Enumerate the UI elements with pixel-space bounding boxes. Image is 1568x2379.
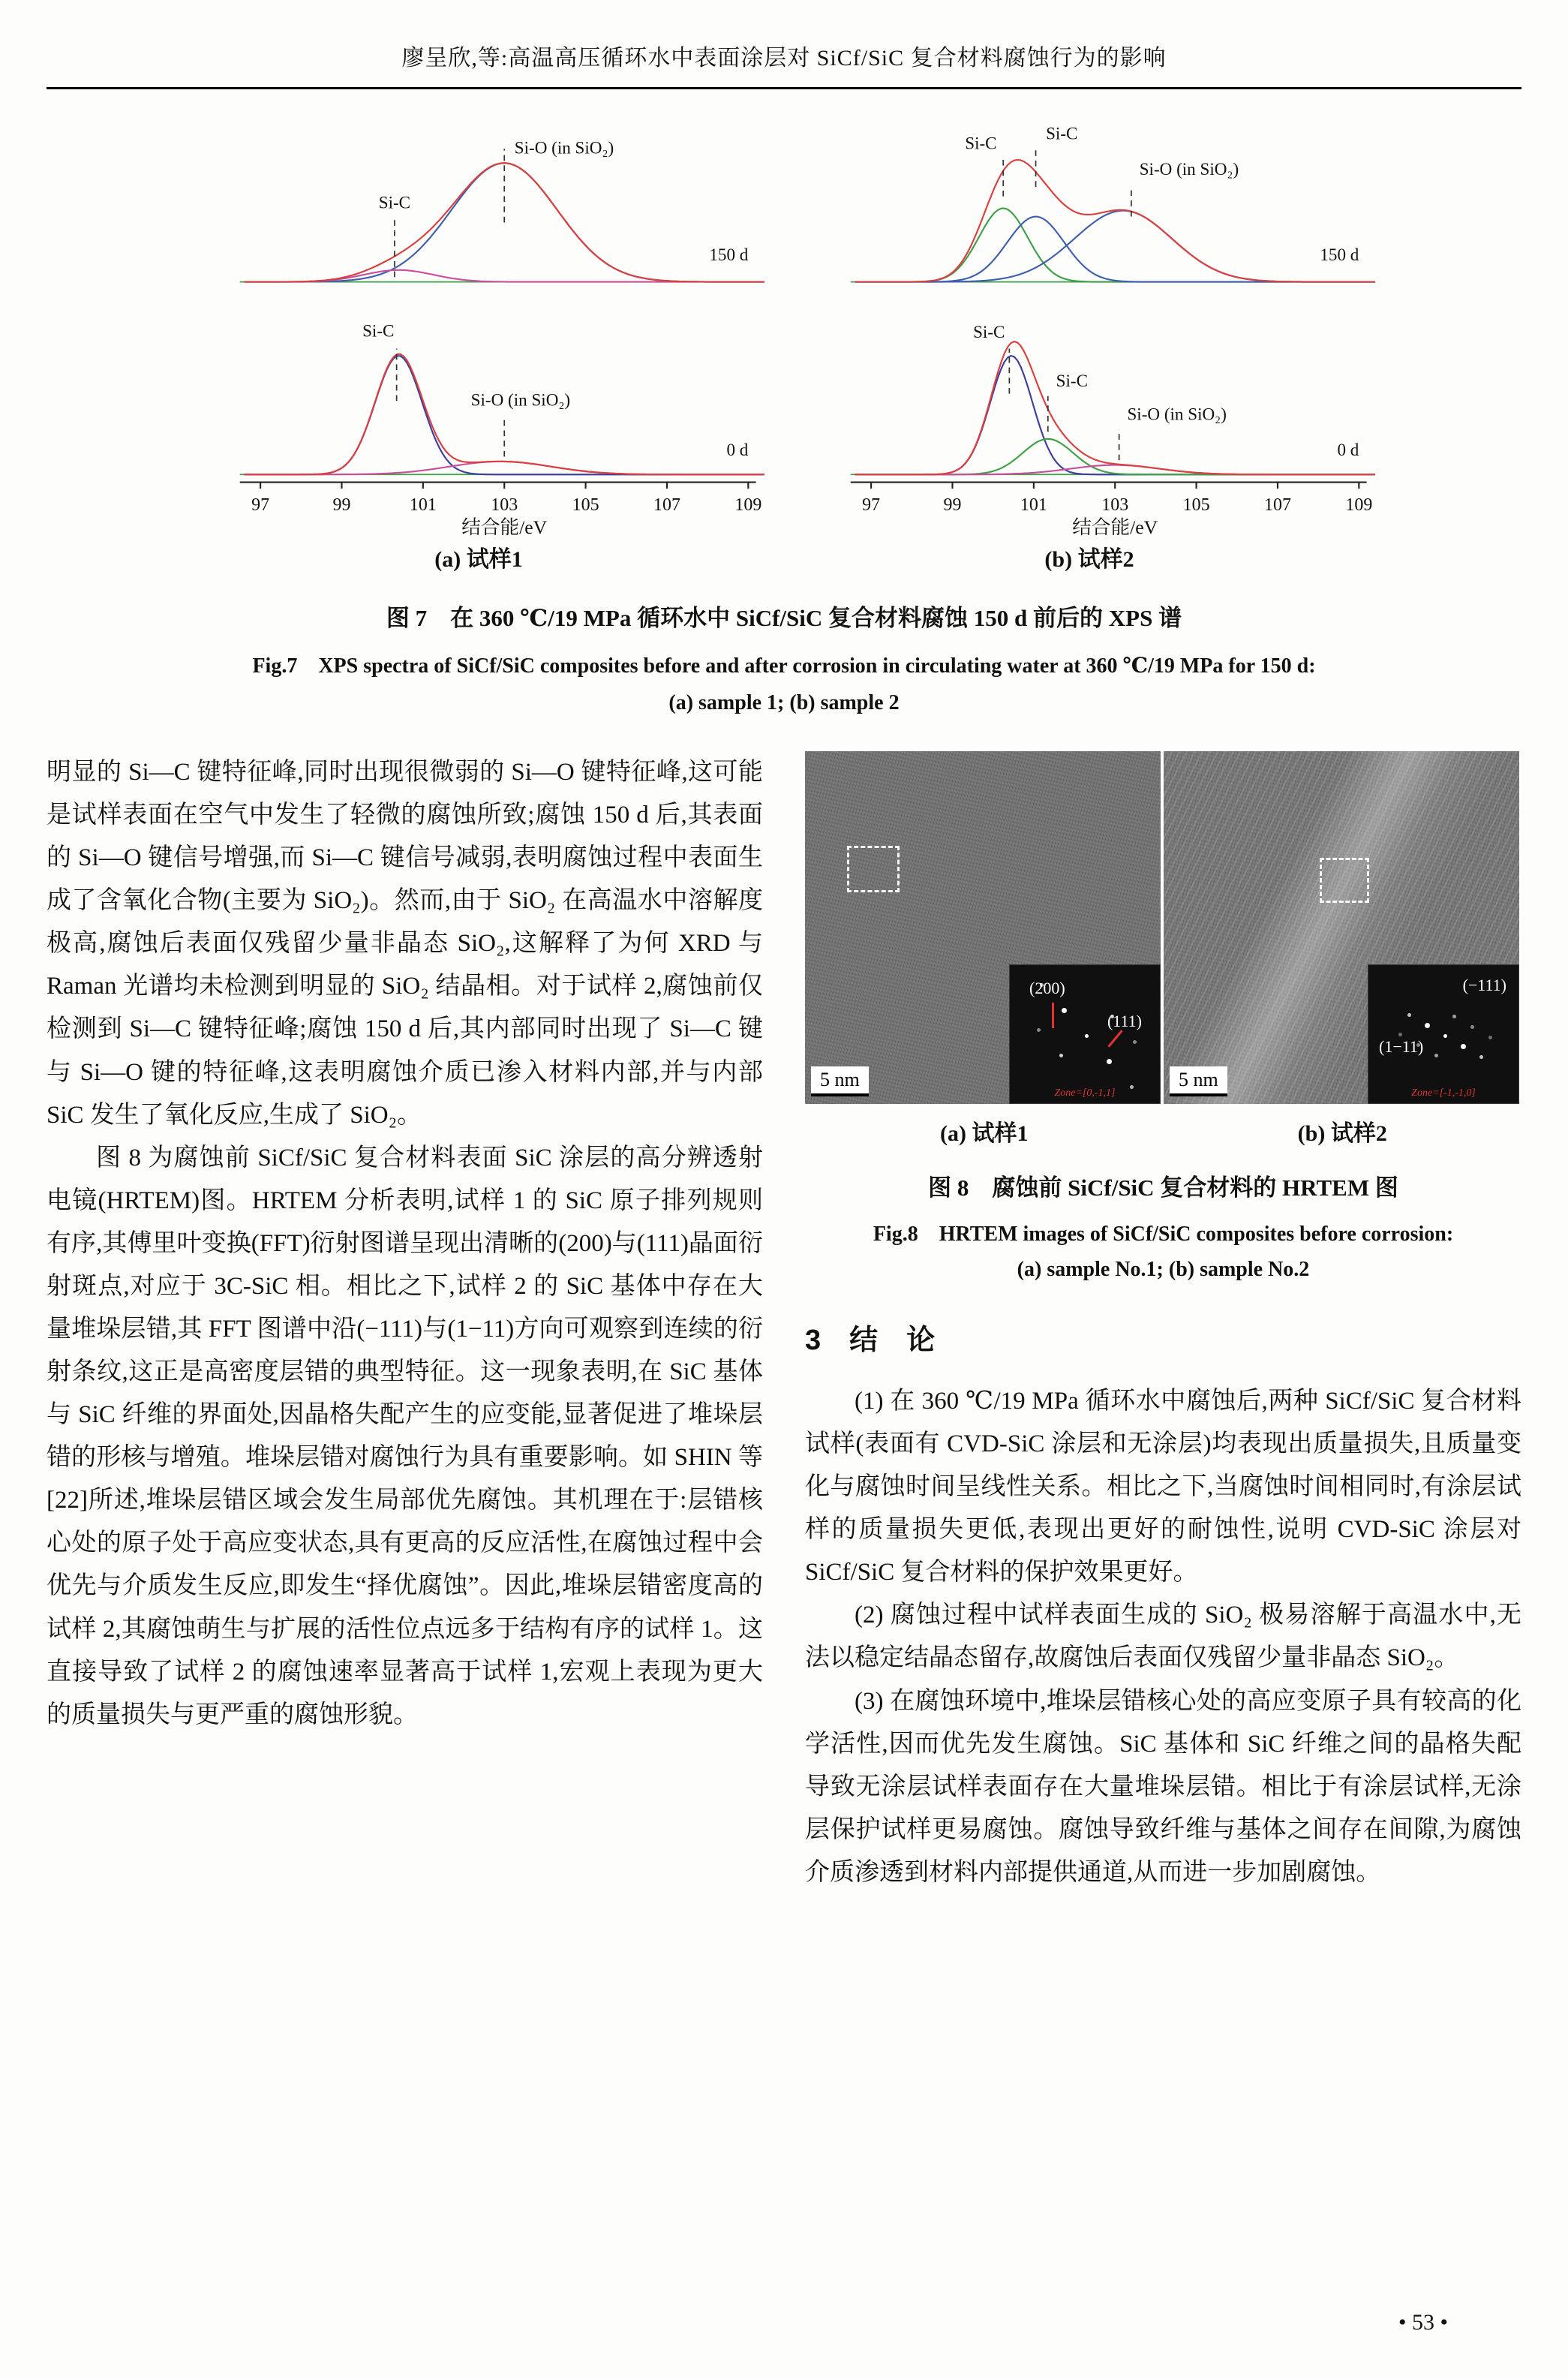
spectrum-component [855,211,1375,282]
peak-annotation: 150 d [1320,245,1359,265]
peak-annotation: Si-C [362,320,395,341]
x-axis-label: 结合能/eV [1072,516,1158,538]
peak-annotation: Si-O (in SiO₂) [470,389,571,410]
fft-diffraction-spots [1443,1034,1447,1038]
selection-box [1320,858,1369,903]
peak-annotation: Si-C [965,133,997,153]
spectrum-component [855,439,1375,474]
x-tick-label: 105 [572,495,599,516]
figure7-caption-cn: 图 7 在 360 ℃/19 MPa 循环水中 SiCf/SiC 复合材料腐蚀 150 d 前后的 XPS 谱 [386,605,1182,631]
xps-spectra-svg-b [801,115,1378,539]
xps-panel-caption-a: (a) 试样1 [434,547,523,572]
figure7-caption-en-sub: (a) sample 1; (b) sample 2 [668,691,900,714]
page-header [47,39,1521,89]
x-tick-label: 97 [251,495,270,516]
peak-annotation: Si-C [1056,371,1088,391]
fft-label-200: (200) [1029,979,1065,997]
xps-spectra-svg-a [190,115,767,539]
spectrum-envelope [855,160,1375,282]
running-title: 廖呈欣,等:高温高压循环水中表面涂层对 SiCf/SiC 复合材料腐蚀行为的影响 [401,46,1167,71]
x-tick-label: 97 [862,495,881,516]
fft-zone-label: Zone=[0,-1,1] [1054,1087,1116,1099]
spectrum-component [855,356,1375,474]
x-axis-label: 结合能/eV [461,516,548,538]
x-tick-label: 105 [1182,495,1210,516]
peak-annotation: Si-O (in SiO₂) [1139,159,1239,179]
x-tick-label: 103 [1101,495,1129,516]
fft-label-111: (111) [1107,1012,1142,1030]
peak-annotation: Si-O (in SiO₂) [514,137,614,158]
peak-annotation: Si-C [378,192,411,212]
spectrum-component [244,356,764,474]
scale-bar: 5 nm [1170,1066,1227,1096]
section3-heading: 3 结 论 [805,1325,936,1356]
conclusion-paragraph: (2) 腐蚀过程中试样表面生成的 SiO₂ 极易溶解于高温水中,无法以稳定结晶态留存,故腐蚀后表面仅残留少量非晶态 SiO₂。 [805,1602,1521,1672]
figure8-caption-cn: 图 8 腐蚀前 SiCf/SiC 复合材料的 HRTEM 图 [928,1174,1398,1201]
hrtem-caption-b: (b) 试样2 [1297,1121,1387,1146]
x-tick-label: 101 [409,495,437,516]
page-number: • 53 • [1398,2310,1448,2335]
fft-inset-a [1009,964,1161,1104]
fft-label-1m11: (1−11) [1379,1037,1424,1056]
spectrum-component [855,209,1375,282]
figure7-block [47,115,1521,715]
column-right [805,751,1521,1894]
peak-annotation: 150 d [709,245,749,265]
x-tick-label: 107 [1264,495,1291,516]
column-left [47,751,763,1894]
spectrum-component [244,462,764,474]
spectrum-component [855,217,1375,282]
fft-arrow-icon [1052,1003,1054,1028]
selection-box [847,846,900,892]
conclusion-paragraph: (3) 在腐蚀环境中,堆垛层错核心处的高应变原子具有较高的化学活性,因而优先发生腐蚀。SiC 基体和 SiC 纤维之间的晶格失配导致无涂层试样表面存在大量堆垛层错。相比于有涂层试样,无涂层保护试样更易腐蚀。腐蚀导致纤维与基体之间存在间隙,为腐蚀介质渗透到材料内部提供通道,从而进一步加剧腐蚀。 [805,1687,1521,1886]
fft-arrow-icon [1107,1030,1122,1047]
peak-annotation: 0 d [1337,439,1359,459]
xps-charts-row [47,115,1521,573]
paragraph: 明显的 Si—C 键特征峰,同时出现很微弱的 Si—O 键特征峰,这可能是试样表面在空气中发生了轻微的腐蚀所致;腐蚀 150 d 后,其表面的 Si—O 键信号增强,而 Si—C 键信号减弱,表明腐蚀过程中表面生成了含氧化合物(主要为 SiO₂)。然而,由于 SiO₂ 在高温水中溶解度极高,腐蚀后表面仅残留少量非晶态 SiO₂,这解释了为何 XRD 与 Raman 光谱均未检测到明显的 SiO₂ 结晶相。对于试样 2,腐蚀前仅检测到 Si—C 键特征峰;腐蚀 150 d 后,其内部同时出现了 Si—C 键与 Si—O 键的特征峰,这表明腐蚀介质已渗入材料内部,并与内部 SiC 发生了氧化反应,生成了 SiO₂。 [47,759,763,1129]
xps-chart-panel-a [190,115,767,573]
peak-annotation: Si-O (in SiO₂) [1127,404,1227,424]
body-columns [47,751,1521,1894]
x-tick-label: 99 [943,495,962,516]
xps-panel-caption-b: (b) 试样2 [1044,547,1134,572]
peak-annotation: 0 d [726,439,749,459]
figure7-caption-en: Fig.7 XPS spectra of SiCf/SiC composites before and after corrosion in circulating water at 360 ℃/19 MPa for 150 d: [252,654,1316,678]
figure8-block [805,751,1521,1282]
fft-label-m111: (−111) [1462,976,1506,994]
peak-annotation: Si-C [1046,123,1078,143]
x-tick-label: 101 [1020,495,1047,516]
peak-annotation: Si-C [973,322,1005,342]
fft-zone-label: Zone=[-1,-1,0] [1411,1087,1476,1099]
hrtem-caption-a: (a) 试样1 [940,1121,1029,1146]
conclusion-paragraph: (1) 在 360 ℃/19 MPa 循环水中腐蚀后,两种 SiCf/SiC 复合材料试样(表面有 CVD-SiC 涂层和无涂层)均表现出质量损失,且质量变化与腐蚀时间呈线性关系。相比之下,当腐蚀时间相同时,有涂层试样的质量损失更低,表现出更好的耐蚀性,说明 CVD-SiC 涂层对 SiCf/SiC 复合材料的保护效果更好。 [805,1388,1521,1587]
paragraph: 图 8 为腐蚀前 SiCf/SiC 复合材料表面 SiC 涂层的高分辨透射电镜(HRTEM)图。HRTEM 分析表明,试样 1 的 SiC 原子排列规则有序,其傅里叶变换(FFT)衍射图谱呈现出清晰的(200)与(111)晶面衍射斑点,对应于 3C-SiC 相。相比之下,试样 2 的 SiC 基体中存在大量堆垛层错,其 FFT 图谱中沿(−111)与(1−11)方向可观察到连续的衍射条纹,这正是高密度层错的典型特征。这一现象表明,在 SiC 基体与 SiC 纤维的界面处,因晶格失配产生的应变能,显著促进了堆垛层错的形核与增殖。堆垛层错对腐蚀行为具有重要影响。如 SHIN 等[22]所述,堆垛层错区域会发生局部优先腐蚀。其机理在于:层错核心处的原子处于高应变状态,具有更高的反应活性,在腐蚀过程中会优先与介质发生反应,即发生“择优腐蚀”。因此,堆垛层错密度高的试样 2,其腐蚀萌生与扩展的活性位点远多于结构有序的试样 1。这直接导致了试样 2 的腐蚀速率显著高于试样 1,宏观上表现为更大的质量损失与更严重的腐蚀形貌。 [47,1144,764,1728]
x-tick-label: 107 [653,495,680,516]
scale-bar: 5 nm [811,1066,869,1096]
figure8-caption-en-sub: (a) sample No.1; (b) sample No.2 [1017,1258,1310,1281]
x-tick-label: 103 [491,495,518,516]
x-tick-label: 109 [1345,495,1373,516]
x-tick-label: 99 [332,495,351,516]
hrtem-panel-a [805,751,1161,1104]
hrtem-panel-captions [805,1114,1521,1147]
xps-chart-panel-b [801,115,1378,573]
fft-diffraction-spots [1085,1034,1089,1038]
spectrum-envelope [855,341,1375,474]
hrtem-panel-b [1164,751,1519,1104]
x-tick-label: 109 [734,495,762,516]
figure8-caption-en: Fig.8 HRTEM images of SiCf/SiC composites before corrosion: [873,1223,1454,1246]
hrtem-image [805,751,1521,1104]
fft-inset-b [1368,964,1519,1104]
